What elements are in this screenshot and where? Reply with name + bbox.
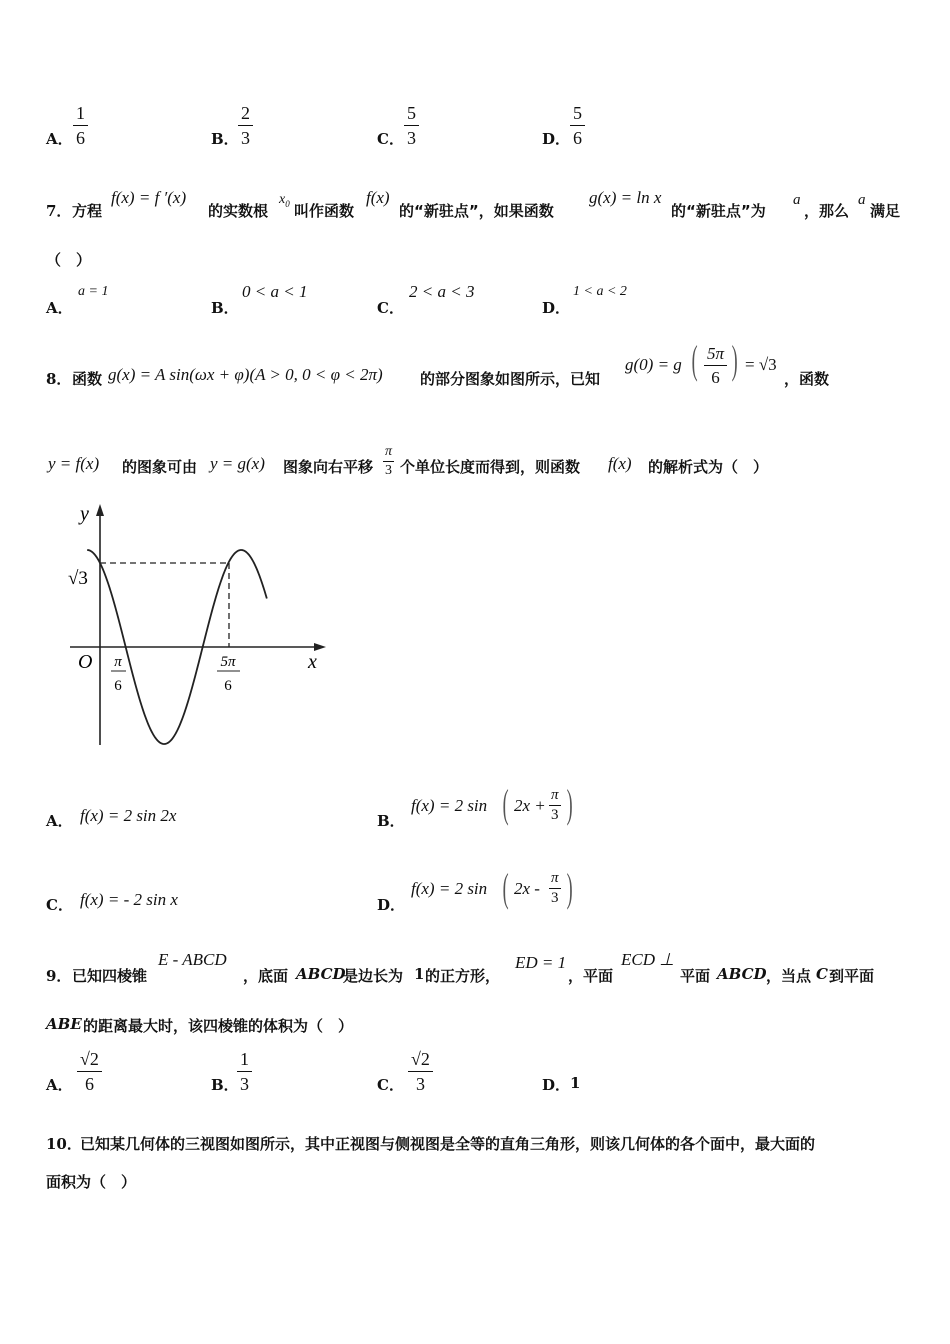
q8-option-a-label: A． bbox=[46, 812, 73, 830]
q7-math-a2: a bbox=[858, 192, 866, 208]
tick1-num: π bbox=[114, 654, 122, 670]
q9-text-7: ，当点 bbox=[766, 967, 812, 985]
q7-option-b-label: B． bbox=[211, 299, 239, 317]
q6-option-a-fraction: 1 6 bbox=[73, 104, 88, 147]
q9-text-3: 是边长为 bbox=[343, 967, 404, 985]
q7-option-a-label: A． bbox=[46, 299, 73, 317]
q7-text-6: ，那么 bbox=[804, 202, 850, 220]
q8-math-fx: f(x) bbox=[608, 454, 632, 473]
q7-text-7: 满足 bbox=[870, 202, 901, 220]
sqrt3-label: √3 bbox=[68, 568, 88, 589]
q9-text-4: 的正方形， bbox=[425, 967, 501, 985]
q8-option-d-left-paren: ( bbox=[502, 865, 509, 910]
q8-option-b-right-paren: ) bbox=[566, 781, 573, 826]
q9-math-c: C bbox=[816, 965, 828, 983]
q9-math-abe: ABE bbox=[46, 1015, 82, 1033]
q8-option-d-inner: 2x - bbox=[514, 879, 540, 898]
q8-option-c-label: C． bbox=[46, 896, 73, 914]
q9-option-d-value: 1 bbox=[570, 1074, 581, 1092]
q9-math-pyramid: E - ABCD bbox=[158, 950, 227, 969]
q6-option-b-label: B． bbox=[211, 130, 239, 148]
q6-option-a-label: A． bbox=[46, 130, 73, 148]
q8-math-g0-eq: g(0) = g bbox=[625, 355, 682, 374]
q7-math-g-ln: g(x) = ln x bbox=[589, 188, 662, 207]
q10-text-line-2: 面积为（ ） bbox=[46, 1173, 137, 1191]
q8-option-d-expr: f(x) = 2 sin bbox=[411, 879, 488, 898]
q7-math-x0 bbox=[279, 192, 290, 209]
q9-math-abcd-1: ABCD bbox=[296, 965, 346, 983]
q8-fraction-pi-3: π 3 bbox=[385, 444, 393, 478]
q10-number: 10． bbox=[46, 1135, 82, 1153]
q7-text-4: 的“新驻点”，如果函数 bbox=[399, 202, 554, 220]
q8-text-3: ，函数 bbox=[784, 370, 830, 388]
q7-text-2: 的实数根 bbox=[208, 202, 269, 220]
q6-option-c-label: C． bbox=[377, 130, 404, 148]
origin-label: O bbox=[78, 651, 93, 673]
q9-option-b-fraction: 1 3 bbox=[237, 1050, 252, 1093]
q8-option-b-left-paren: ( bbox=[502, 781, 509, 826]
q8-option-b-inner: 2x + bbox=[514, 796, 546, 815]
x-label: x bbox=[308, 651, 317, 673]
y-label: y bbox=[80, 503, 89, 525]
q8-option-b-fraction: π 3 bbox=[551, 787, 559, 823]
q9-number: 9． bbox=[46, 967, 72, 985]
q7-number: 7． bbox=[46, 202, 72, 220]
q7-option-d-expr: 1 < a < 2 bbox=[573, 284, 627, 299]
q8-text-5: 图象向右平移 bbox=[283, 458, 374, 476]
q9-math-one: 1 bbox=[414, 965, 425, 983]
q8-option-c-expr: f(x) = - 2 sin x bbox=[80, 890, 178, 909]
q9-option-b-label: B． bbox=[211, 1076, 239, 1094]
q9-text-1: 已知四棱锥 bbox=[72, 967, 148, 985]
q8-math-eq-sqrt3: = √3 bbox=[745, 355, 777, 374]
q9-math-ed-eq-1: ED = 1 bbox=[515, 953, 567, 972]
q7-text-3: 叫作函数 bbox=[294, 202, 355, 220]
q8-text-1: 函数 bbox=[72, 370, 103, 388]
q9-text-6: 平面 bbox=[680, 967, 711, 985]
q8-math-y-gx: y = g(x) bbox=[210, 454, 265, 473]
q8-text-2: 的部分图象如图所示，已知 bbox=[420, 370, 601, 388]
q8-option-d-right-paren: ) bbox=[566, 865, 573, 910]
q9-text-5: ，平面 bbox=[568, 967, 614, 985]
y-axis-arrow-icon bbox=[96, 504, 104, 516]
q8-option-b-expr: f(x) = 2 sin bbox=[411, 796, 488, 815]
q6-option-d-fraction: 5 6 bbox=[570, 104, 585, 147]
tick1-den: 6 bbox=[114, 678, 122, 694]
q7-x0-sub: 0 bbox=[285, 198, 290, 209]
q8-math-y-fx: y = f(x) bbox=[48, 454, 100, 473]
q8-text-4: 的图象可由 bbox=[122, 458, 198, 476]
q7-option-c-expr: 2 < a < 3 bbox=[409, 282, 475, 301]
tick2-num: 5π bbox=[220, 654, 236, 670]
q7-math-fx: f(x) bbox=[366, 188, 390, 207]
q7-option-a-expr: a = 1 bbox=[78, 284, 109, 299]
q9-option-c-fraction: √2 3 bbox=[408, 1050, 433, 1093]
q7-option-c-label: C． bbox=[377, 299, 404, 317]
q8-fraction-5pi-6: 5π 6 bbox=[704, 345, 727, 386]
q8-option-a-expr: f(x) = 2 sin 2x bbox=[80, 806, 177, 825]
q8-option-b-label: B． bbox=[377, 812, 405, 830]
tick2-den: 6 bbox=[224, 678, 232, 694]
q8-math-g-definition: g(x) = A sin(ωx + φ)(A > 0, 0 < φ < 2π) bbox=[108, 365, 383, 384]
q6-option-c-fraction: 5 3 bbox=[404, 104, 419, 147]
x-axis-arrow-icon bbox=[314, 643, 326, 651]
q6-option-b-fraction: 2 3 bbox=[238, 104, 253, 147]
q9-option-a-label: A． bbox=[46, 1076, 73, 1094]
q7-answer-blank: （ ） bbox=[46, 251, 92, 269]
q10-text-line-1: 已知某几何体的三视图如图所示，其中正视图与侧视图是全等的直角三角形，则该几何体的各个面中，最大面的 bbox=[80, 1135, 816, 1153]
q7-text-1: 方程 bbox=[72, 202, 103, 220]
q9-option-c-label: C． bbox=[377, 1076, 404, 1094]
q9-text-8: 到平面 bbox=[829, 967, 875, 985]
q9-text-9: 的距离最大时，该四棱锥的体积为（ ） bbox=[83, 1017, 354, 1035]
q8-sine-graph bbox=[60, 500, 340, 760]
q8-text-7: 的解析式为（ ） bbox=[648, 458, 769, 476]
q8-text-6: 个单位长度而得到，则函数 bbox=[400, 458, 581, 476]
q9-text-2: ，底面 bbox=[243, 967, 289, 985]
q8-number: 8． bbox=[46, 370, 72, 388]
q7-math-a1: a bbox=[793, 192, 801, 208]
q8-right-paren: ) bbox=[731, 337, 738, 382]
q9-option-a-fraction: √2 6 bbox=[77, 1050, 102, 1093]
q7-x0-base: x bbox=[279, 192, 286, 207]
q7-text-5: 的“新驻点”为 bbox=[671, 202, 766, 220]
q8-left-paren: ( bbox=[691, 337, 698, 382]
q7-option-b-expr: 0 < a < 1 bbox=[242, 282, 308, 301]
q7-math-f-eq-fprime: f(x) = f ′(x) bbox=[111, 188, 187, 207]
q6-option-d-label: D． bbox=[542, 130, 571, 148]
q7-option-d-label: D． bbox=[542, 299, 571, 317]
q8-option-d-fraction: π 3 bbox=[551, 870, 559, 906]
q9-option-d-label: D． bbox=[542, 1076, 571, 1094]
q8-option-d-label: D． bbox=[377, 896, 406, 914]
q9-math-ecd-perp: ECD ⊥ bbox=[621, 950, 675, 969]
q9-math-abcd-2: ABCD bbox=[717, 965, 767, 983]
